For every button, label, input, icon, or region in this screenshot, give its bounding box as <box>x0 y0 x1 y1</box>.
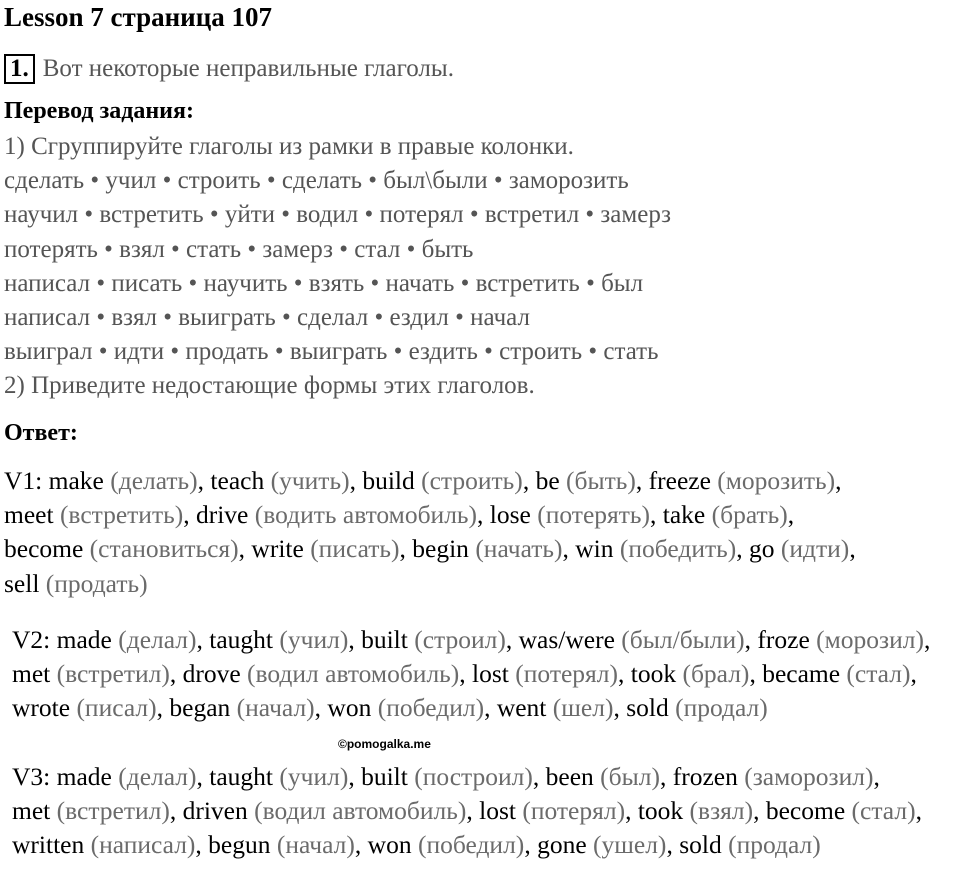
verb-entry: gone (ушел), <box>537 830 673 860</box>
verb-english: take <box>662 500 706 530</box>
verb-english: meet <box>4 500 54 530</box>
verb-english: gone <box>537 830 587 860</box>
verb-english: sold <box>679 830 722 860</box>
verb-entry: build (строить), <box>362 466 530 495</box>
verb-english: lost <box>472 659 509 689</box>
verb-entry: won (победил), <box>327 693 491 723</box>
verb-russian-translation: (учить) <box>270 466 350 495</box>
verb-entry: froze (морозил), <box>757 625 931 654</box>
task-text: Вот некоторые неправильные глаголы. <box>42 55 454 82</box>
verb-russian-translation: (победил) <box>377 693 485 723</box>
verb-russian-translation: (делал) <box>118 762 197 791</box>
verb-entry: meet (встретить), <box>4 500 190 530</box>
verb-english: took <box>630 659 677 689</box>
verb-english: sold <box>626 693 669 723</box>
verb-russian-translation: (продал) <box>675 693 768 723</box>
verb-russian-translation: (победил) <box>417 830 525 860</box>
verb-entry: driven (водил автомобиль), <box>182 796 473 826</box>
verb-english: taught <box>209 762 274 791</box>
verb-english: froze <box>757 625 810 654</box>
verb-entry: taught (учил), <box>209 762 355 791</box>
verb-english: freeze <box>648 466 711 495</box>
verb-entry: met (встретил), <box>12 659 177 689</box>
verb-russian-translation: (потерять) <box>537 500 651 530</box>
verb-entry: was/were (был/были), <box>518 625 752 654</box>
verb-entry: make (делать), <box>48 466 205 495</box>
verb-entry: written (написал), <box>12 830 202 860</box>
verb-english: built <box>361 762 408 791</box>
verb-russian-translation: (победить) <box>619 534 737 564</box>
verb-entry: frozen (заморозил), <box>672 762 880 791</box>
verb-english: went <box>496 693 547 723</box>
verb-russian-translation: (встретить) <box>59 500 184 530</box>
verb-english: drive <box>195 500 249 530</box>
verb-english: became <box>762 659 841 689</box>
verb-entry: wrote (писал), <box>12 693 163 723</box>
verb-russian-translation: (морозил) <box>816 625 924 654</box>
verb-russian-translation: (водил автомобиль) <box>247 659 460 689</box>
verb-english: win <box>575 534 614 564</box>
verb-english: be <box>535 466 560 495</box>
verb-entry: write (писать), <box>251 534 406 564</box>
translation-line: написал • писать • научить • взять • начать • встретить • был <box>4 269 644 297</box>
verb-english: teach <box>210 466 265 495</box>
verb-entry: became (стал), <box>762 659 917 689</box>
verb-english: met <box>12 659 51 689</box>
verb-entry: be (быть), <box>535 466 643 495</box>
verb-english: frozen <box>672 762 738 791</box>
translation-block <box>4 130 671 404</box>
verb-english: written <box>12 830 85 860</box>
verb-english: go <box>749 534 775 564</box>
translation-line: сделать • учил • строить • сделать • был\были • заморозить <box>4 167 629 195</box>
verb-english: made <box>56 762 112 791</box>
verb-english: drove <box>182 659 241 689</box>
verb-english: began <box>169 693 231 723</box>
verb-entry: become (стал), <box>765 796 922 826</box>
verb-entry: drive (водить автомобиль), <box>195 500 484 530</box>
verb-russian-translation: (идти) <box>780 534 850 564</box>
verb-entry: freeze (морозить), <box>648 466 842 495</box>
verb-russian-translation: (учил) <box>279 625 349 654</box>
verb-entry: built (строил), <box>361 625 513 654</box>
verb-entry: begun (начал), <box>208 830 362 860</box>
verb-russian-translation: (водить автомобиль) <box>254 500 478 530</box>
verb-russian-translation: (морозить) <box>717 466 836 495</box>
verb-russian-translation: (брать) <box>711 500 788 530</box>
verb-russian-translation: (встретил) <box>56 659 170 689</box>
verb-english: begun <box>208 830 271 860</box>
verb-english: lose <box>489 500 531 530</box>
verb-english: write <box>251 534 304 564</box>
verb-russian-translation: (написал) <box>90 830 196 860</box>
verb-entry: begin (начать), <box>412 534 569 564</box>
translation-line: научил • встретить • уйти • водил • потерял • встретил • замерз <box>4 201 672 229</box>
verb-english: won <box>327 693 372 723</box>
verb-english: won <box>367 830 412 860</box>
verb-english: sell <box>4 568 40 598</box>
verb-entry: teach (учить), <box>210 466 356 495</box>
verb-entry: take (брать), <box>662 500 795 530</box>
verb-english: built <box>361 625 408 654</box>
verb-russian-translation: (построил) <box>414 762 533 791</box>
translation-line: потерять • взял • стать • замерз • стал • быть <box>4 235 474 263</box>
verb-entry: lost (потерял), <box>479 796 632 826</box>
verb-english: become <box>765 796 846 826</box>
verb-entry: began (начал), <box>169 693 322 723</box>
answer-heading: Ответ: <box>4 420 78 446</box>
translation-line: написал • взял • выиграть • сделал • ездил • начал <box>4 304 530 332</box>
verb-russian-translation: (встретил) <box>56 796 170 826</box>
verb-english: driven <box>182 796 248 826</box>
verb-russian-translation: (продал) <box>728 830 821 860</box>
verb-entry: win (победить), <box>575 534 743 564</box>
verb-russian-translation: (начать) <box>475 534 563 564</box>
verb-entry: taught (учил), <box>209 625 355 654</box>
verb-russian-translation: (стал) <box>846 659 911 689</box>
verb-entry: lost (потерял), <box>472 659 625 689</box>
verb-russian-translation: (был/были) <box>621 625 745 654</box>
verb-entry <box>679 830 821 859</box>
verb-entry: made (делал), <box>56 625 203 654</box>
verb-russian-translation: (строить) <box>421 466 523 495</box>
verb-russian-translation: (учил) <box>279 762 349 791</box>
verb-russian-translation: (потерял) <box>522 796 626 826</box>
verb-russian-translation: (быть) <box>566 466 636 495</box>
verb-english: make <box>48 466 104 495</box>
verb-english: took <box>637 796 684 826</box>
verb-entry <box>4 569 148 598</box>
translation-line: 2) Приведите недостающие формы этих глаголов. <box>4 372 535 400</box>
verb-russian-translation: (начал) <box>276 830 355 860</box>
verb-english: met <box>12 796 51 826</box>
verb-english: begin <box>412 534 469 564</box>
verb-russian-translation: (шел) <box>552 693 614 723</box>
verb-entry: won (победил), <box>367 830 531 860</box>
verb-english: wrote <box>12 693 71 723</box>
verb-russian-translation: (ушел) <box>593 830 667 860</box>
verb-russian-translation: (водил автомобиль) <box>254 796 467 826</box>
task-number-box: 1. <box>4 54 35 84</box>
answer-v1 <box>4 464 944 601</box>
translation-line: выиграл • идти • продать • выиграть • ездить • строить • стать <box>4 338 659 366</box>
verb-russian-translation: (был) <box>600 762 660 791</box>
verb-entry: took (брал), <box>630 659 756 689</box>
verb-russian-translation: (писал) <box>76 693 157 723</box>
verb-russian-translation: (брал) <box>682 659 750 689</box>
verb-entry: drove (водил автомобиль), <box>182 659 466 689</box>
verb-english: been <box>545 762 594 791</box>
verb-english: was/were <box>518 625 615 654</box>
verb-russian-translation: (взял) <box>689 796 754 826</box>
translation-heading: Перевод задания: <box>4 98 194 124</box>
verb-russian-translation: (продать) <box>45 568 148 598</box>
watermark: ©pomogalka.me <box>338 737 431 751</box>
verb-russian-translation: (стал) <box>851 796 916 826</box>
answer-v3 <box>12 760 960 863</box>
verb-entry: go (идти), <box>749 534 856 564</box>
verb-entry: made (делал), <box>56 762 203 791</box>
verb-entry: went (шел), <box>496 693 620 723</box>
verb-entry: become (становиться), <box>4 534 246 564</box>
verb-entry <box>626 693 768 722</box>
verb-russian-translation: (писать) <box>310 534 400 564</box>
verb-entry: lose (потерять), <box>489 500 657 530</box>
verb-entry: took (взял), <box>637 796 760 826</box>
verb-russian-translation: (делать) <box>110 466 198 495</box>
verb-entry: built (построил), <box>361 762 540 791</box>
task-statement <box>4 52 454 86</box>
verb-russian-translation: (становиться) <box>89 534 239 564</box>
verb-russian-translation: (начал) <box>236 693 315 723</box>
verb-entry: met (встретил), <box>12 796 177 826</box>
verb-form-label: V2: <box>12 625 51 654</box>
translation-line: 1) Сгруппируйте глаголы из рамки в правые колонки. <box>4 133 574 160</box>
verb-russian-translation: (делал) <box>118 625 197 654</box>
verb-english: lost <box>479 796 516 826</box>
answer-v2 <box>12 623 947 726</box>
page-title: Lesson 7 страница 107 <box>4 2 273 32</box>
verb-english: build <box>362 466 415 495</box>
verb-english: become <box>4 534 84 564</box>
verb-form-label: V1: <box>4 466 43 495</box>
verb-english: made <box>56 625 112 654</box>
verb-russian-translation: (потерял) <box>515 659 618 689</box>
verb-form-label: V3: <box>12 762 51 791</box>
verb-english: taught <box>209 625 274 654</box>
verb-russian-translation: (строил) <box>414 625 506 654</box>
verb-entry: been (был), <box>545 762 667 791</box>
verb-russian-translation: (заморозил) <box>744 762 874 791</box>
